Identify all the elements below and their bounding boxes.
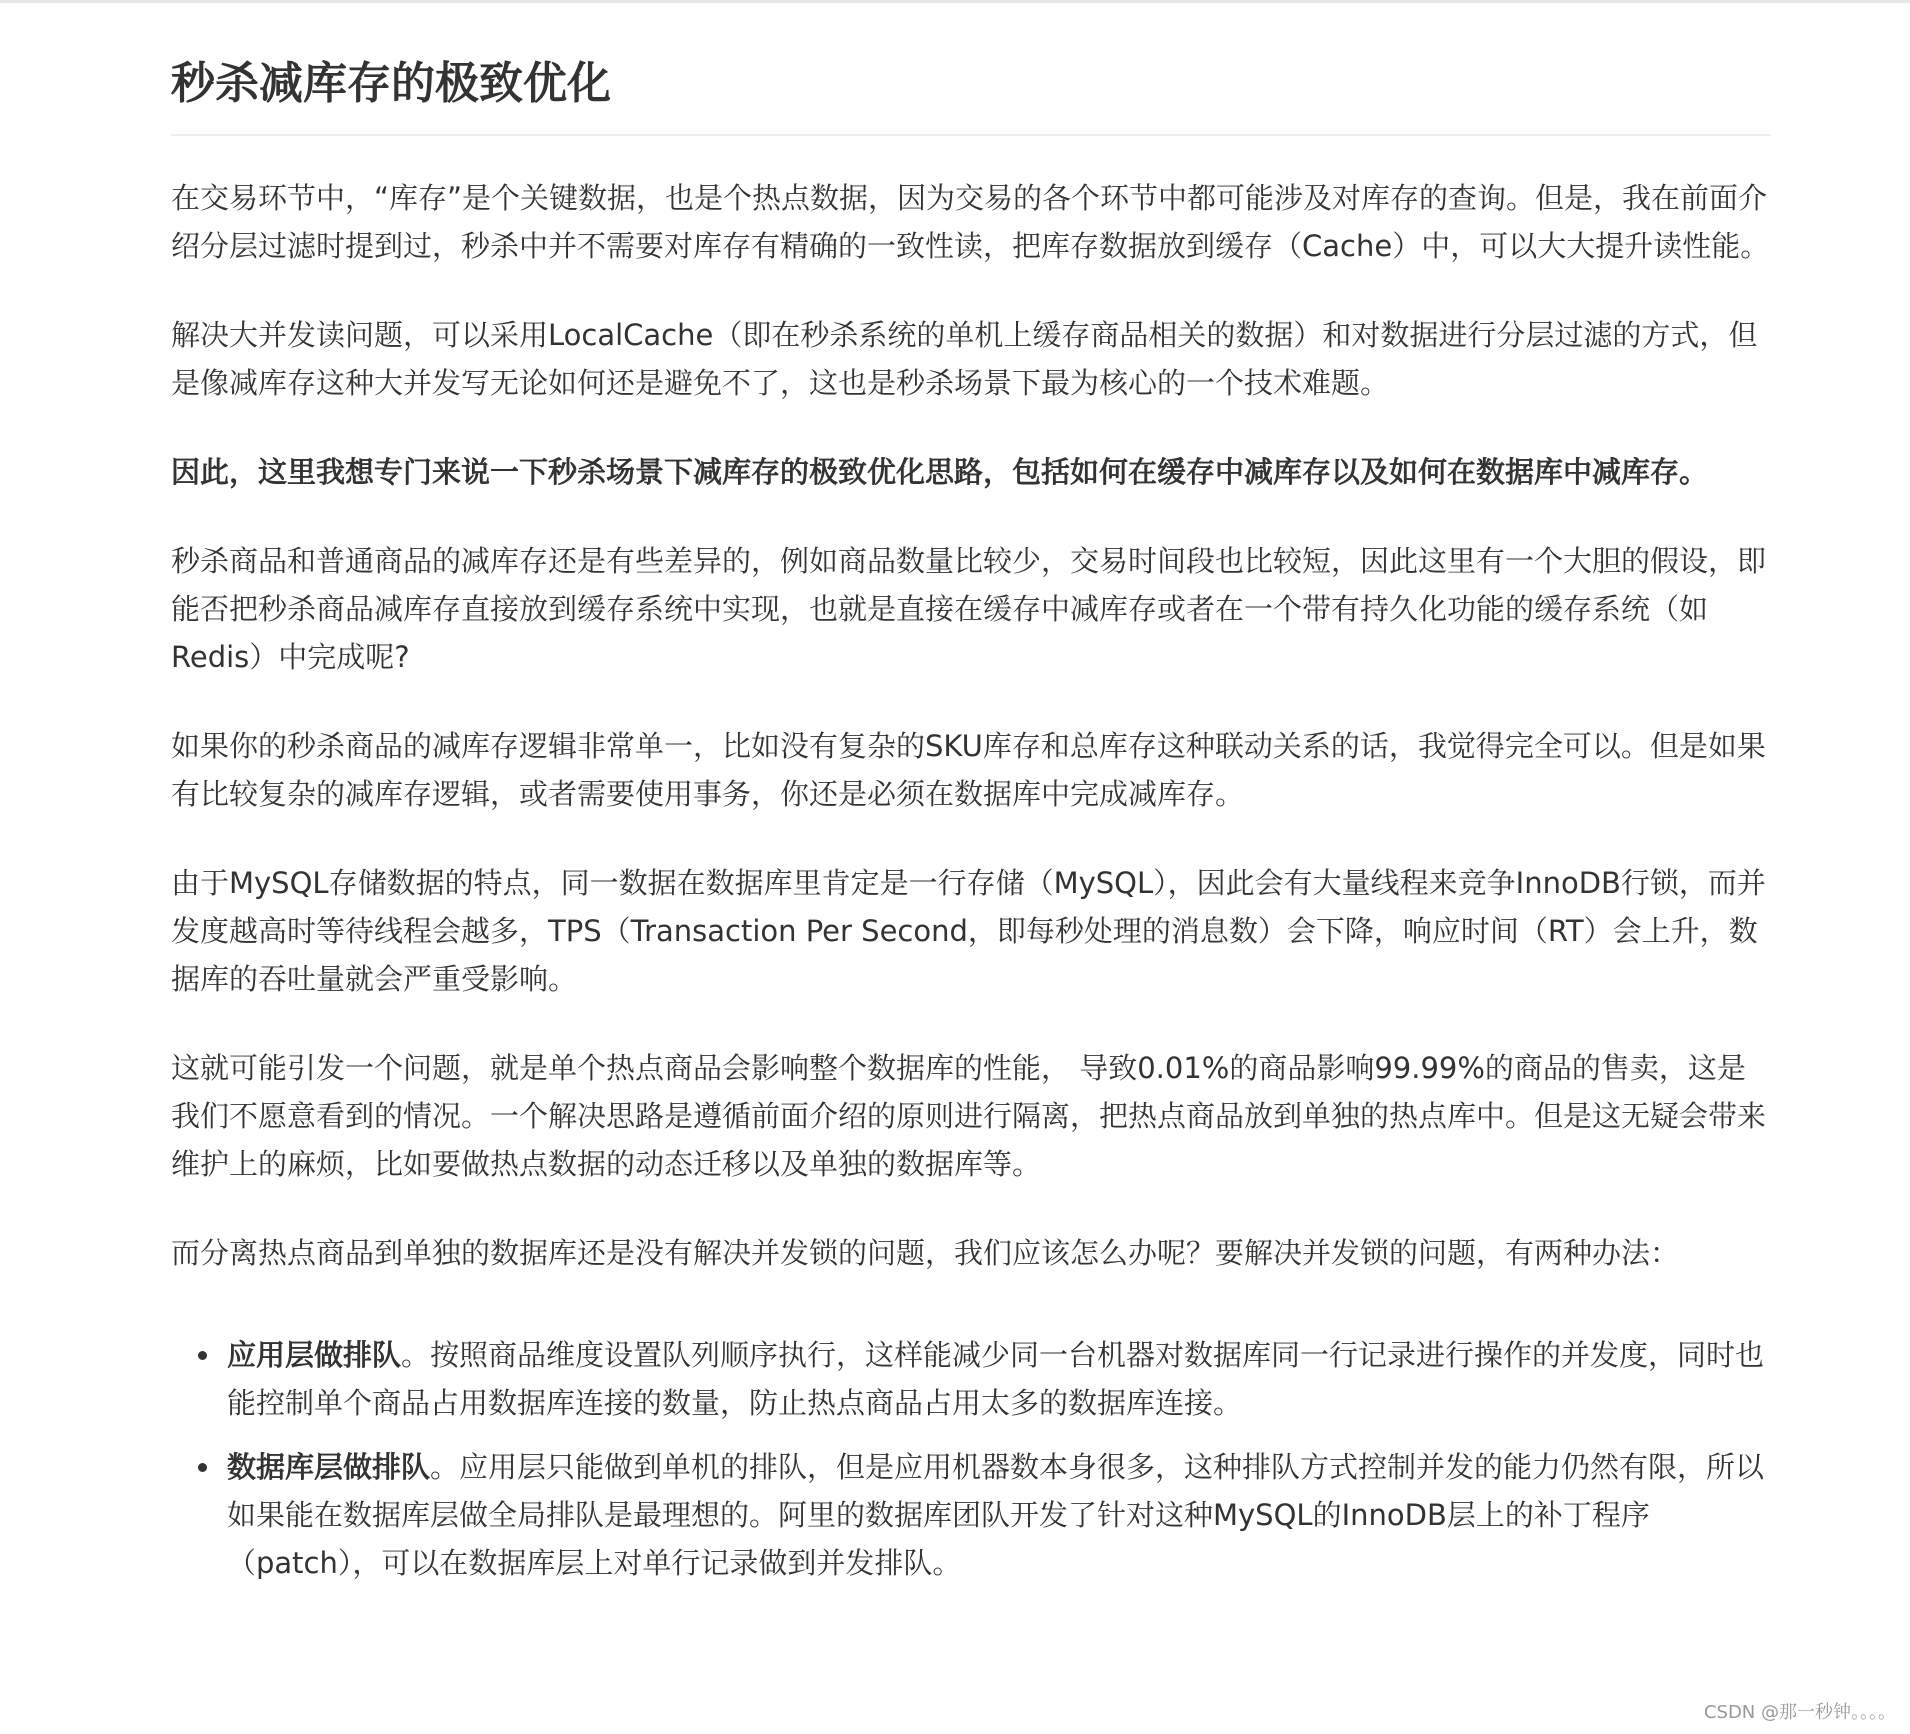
paragraph-3-emphasis: 因此，这里我想专门来说一下秒杀场景下减库存的极致优化思路，包括如何在缓存中减库存以及如何在数据库中减库存。 — [171, 455, 1709, 489]
list-item-text: 。应用层只能做到单机的排队，但是应用机器数本身很多，这种排队方式控制并发的能力仍然有限，所以如果能在数据库层做全局排队是最理想的。阿里的数据库团队开发了针对这种MySQL的InnoDB层上的补丁程序（patch），可以在数据库层上对单行记录做到并发排队。 — [227, 1450, 1765, 1580]
article-title: 秒杀减库存的极致优化 — [171, 52, 1771, 136]
list-item-text: 。按照商品维度设置队列顺序执行，这样能减少同一台机器对数据库同一行记录进行操作的并发度，同时也能控制单个商品占用数据库连接的数量，防止热点商品占用太多的数据库连接。 — [227, 1338, 1765, 1420]
paragraph-6: 由于MySQL存储数据的特点，同一数据在数据库里肯定是一行存储（MySQL），因此会有大量线程来竞争InnoDB行锁，而并发度越高时等待线程会越多，TPS（Transaction Per Second，即每秒处理的消息数）会下降，响应时间（RT）会上升，数据库的吞吐量就会严重受影响。 — [171, 866, 1766, 996]
top-rule — [0, 0, 1910, 3]
csdn-watermark: CSDN @那一秒钟。。。。 — [1703, 1702, 1896, 1723]
bullet-icon — [198, 1351, 207, 1360]
solution-list — [171, 1331, 1771, 1587]
bullet-icon — [198, 1463, 207, 1472]
paragraph-5: 如果你的秒杀商品的减库存逻辑非常单一，比如没有复杂的SKU库存和总库存这种联动关系的话，我觉得完全可以。但是如果有比较复杂的减库存逻辑，或者需要使用事务，你还是必须在数据库中完成减库存。 — [171, 729, 1766, 811]
paragraph-7: 这就可能引发一个问题，就是单个热点商品会影响整个数据库的性能， 导致0.01%的商品影响99.99%的商品的售卖，这是我们不愿意看到的情况。一个解决思路是遵循前面介绍的原则进行隔离，把热点商品放到单独的热点库中。但是这无疑会带来维护上的麻烦，比如要做热点数据的动态迁移以及单独的数据库等。 — [171, 1051, 1767, 1181]
list-item — [227, 1443, 1771, 1587]
paragraph-8: 而分离热点商品到单独的数据库还是没有解决并发锁的问题，我们应该怎么办呢？要解决并发锁的问题，有两种办法： — [171, 1236, 1680, 1270]
list-item-bold: 数据库层做排队 — [227, 1450, 431, 1484]
list-item-bold: 应用层做排队 — [227, 1338, 402, 1372]
paragraph-1: 在交易环节中，“库存”是个关键数据，也是个热点数据，因为交易的各个环节中都可能涉及对库存的查询。但是，我在前面介绍分层过滤时提到过，秒杀中并不需要对库存有精确的一致性读，把库存数据放到缓存（Cache）中，可以大大提升读性能。 — [171, 181, 1770, 263]
list-item — [227, 1331, 1771, 1427]
article — [171, 52, 1771, 1603]
paragraph-2: 解决大并发读问题，可以采用LocalCache（即在秒杀系统的单机上缓存商品相关的数据）和对数据进行分层过滤的方式，但是像减库存这种大并发写无论如何还是避免不了，这也是秒杀场景下最为核心的一个技术难题。 — [171, 318, 1758, 400]
paragraph-4: 秒杀商品和普通商品的减库存还是有些差异的，例如商品数量比较少，交易时间段也比较短，因此这里有一个大胆的假设，即能否把秒杀商品减库存直接放到缓存系统中实现，也就是直接在缓存中减库存或者在一个带有持久化功能的缓存系统（如Redis）中完成呢? — [171, 544, 1767, 674]
